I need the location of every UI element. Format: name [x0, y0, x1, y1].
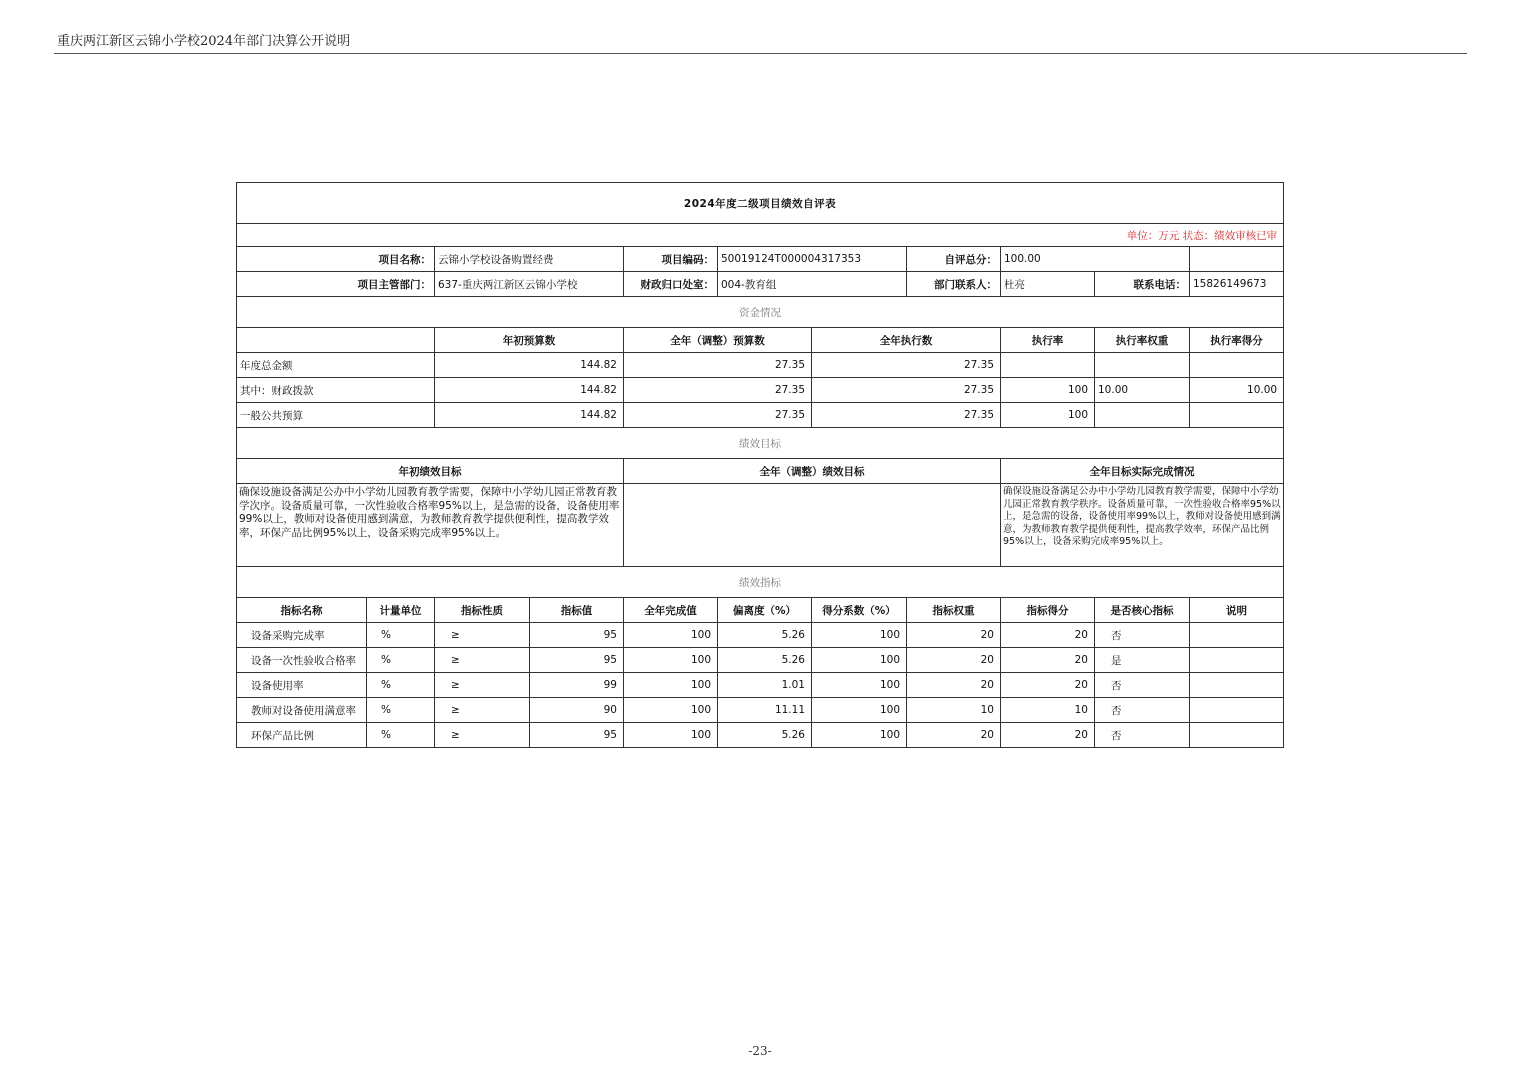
indicator-coef: 100	[812, 698, 907, 723]
indicator-actual: 100	[624, 623, 718, 648]
adjusted-goal-text	[624, 484, 1001, 567]
indicator-deviation: 5.26	[718, 648, 812, 673]
funds-row-rate	[1001, 353, 1095, 378]
indicator-nature: ≥	[435, 698, 530, 723]
indicator-weight: 10	[907, 698, 1001, 723]
goals-header-adjusted: 全年（调整）绩效目标	[624, 459, 1001, 484]
indicator-target: 95	[530, 723, 624, 748]
form-title: 2024年度二级项目绩效自评表	[237, 183, 1284, 224]
indicator-note	[1190, 648, 1284, 673]
project-name-label: 项目名称：	[237, 247, 435, 272]
indicator-row	[237, 648, 1284, 673]
phone-value: 15826149673	[1190, 272, 1284, 297]
funds-row-label: 一般公共预算	[237, 403, 435, 428]
performance-evaluation-table	[236, 182, 1284, 748]
funds-row-score	[1190, 353, 1284, 378]
indicator-unit: %	[367, 723, 435, 748]
indicator-coef: 100	[812, 673, 907, 698]
indicators-section-title: 绩效指标	[237, 567, 1284, 598]
ind-header-actual: 全年完成值	[624, 598, 718, 623]
indicator-note	[1190, 723, 1284, 748]
funds-header-initial: 年初预算数	[435, 328, 624, 353]
funds-row-initial: 144.82	[435, 353, 624, 378]
indicator-core: 是	[1095, 648, 1190, 673]
page-number: -23-	[748, 1044, 772, 1058]
indicator-deviation: 5.26	[718, 623, 812, 648]
indicator-actual: 100	[624, 723, 718, 748]
indicator-target: 90	[530, 698, 624, 723]
dept-value: 637-重庆两江新区云锦小学校	[435, 272, 624, 297]
indicator-note	[1190, 623, 1284, 648]
funds-header-rate: 执行率	[1001, 328, 1095, 353]
indicator-nature: ≥	[435, 648, 530, 673]
indicator-row	[237, 698, 1284, 723]
phone-label: 联系电话：	[1095, 272, 1190, 297]
indicator-weight: 20	[907, 623, 1001, 648]
funds-row-rate: 100	[1001, 378, 1095, 403]
ind-header-deviation: 偏离度（%）	[718, 598, 812, 623]
indicator-weight: 20	[907, 648, 1001, 673]
indicator-nature: ≥	[435, 723, 530, 748]
ind-header-unit: 计量单位	[367, 598, 435, 623]
indicator-unit: %	[367, 673, 435, 698]
funds-row-weight	[1095, 353, 1190, 378]
indicator-weight: 20	[907, 673, 1001, 698]
header-divider	[54, 53, 1467, 54]
dept-label: 项目主管部门：	[237, 272, 435, 297]
funds-row	[237, 353, 1284, 378]
self-score-value: 100.00	[1001, 247, 1190, 272]
empty-cell	[1190, 247, 1284, 272]
funds-header-weight: 执行率权重	[1095, 328, 1190, 353]
indicator-name: 教师对设备使用满意率	[237, 698, 367, 723]
ind-header-coef: 得分系数（%）	[812, 598, 907, 623]
indicator-unit: %	[367, 623, 435, 648]
indicator-unit: %	[367, 698, 435, 723]
indicator-score: 20	[1001, 648, 1095, 673]
funds-row-label: 其中：财政拨款	[237, 378, 435, 403]
funds-row-adjusted: 27.35	[624, 353, 812, 378]
indicator-weight: 20	[907, 723, 1001, 748]
indicator-nature: ≥	[435, 623, 530, 648]
funds-row-executed: 27.35	[812, 403, 1001, 428]
funds-row-adjusted: 27.35	[624, 403, 812, 428]
project-code-label: 项目编码：	[624, 247, 718, 272]
contact-value: 杜亮	[1001, 272, 1095, 297]
project-code-value: 50019124T000004317353	[718, 247, 907, 272]
indicator-core: 否	[1095, 673, 1190, 698]
indicator-coef: 100	[812, 648, 907, 673]
indicator-note	[1190, 698, 1284, 723]
indicator-name: 设备采购完成率	[237, 623, 367, 648]
finance-office-label: 财政归口处室：	[624, 272, 718, 297]
ind-header-core: 是否核心指标	[1095, 598, 1190, 623]
indicator-actual: 100	[624, 698, 718, 723]
project-name-value: 云锦小学校设备购置经费	[435, 247, 624, 272]
indicator-row	[237, 623, 1284, 648]
indicator-deviation: 5.26	[718, 723, 812, 748]
indicator-score: 20	[1001, 673, 1095, 698]
indicator-unit: %	[367, 648, 435, 673]
funds-row-rate: 100	[1001, 403, 1095, 428]
indicator-core: 否	[1095, 698, 1190, 723]
page-header: 重庆两江新区云锦小学校2024年部门决算公开说明	[57, 34, 351, 49]
goals-section-title: 绩效目标	[237, 428, 1284, 459]
ind-header-weight: 指标权重	[907, 598, 1001, 623]
indicator-name: 设备一次性验收合格率	[237, 648, 367, 673]
indicator-row	[237, 723, 1284, 748]
funds-header-score: 执行率得分	[1190, 328, 1284, 353]
funds-row	[237, 403, 1284, 428]
indicator-nature: ≥	[435, 673, 530, 698]
ind-header-note: 说明	[1190, 598, 1284, 623]
indicator-core: 否	[1095, 623, 1190, 648]
indicator-core: 否	[1095, 723, 1190, 748]
initial-goal-text: 确保设施设备满足公办中小学幼儿园教育教学需要，保障中小学幼儿园正常教育教学次序。设备质量可靠，一次性验收合格率95%以上，是急需的设备，设备使用率99%以上，教师对设备使用感到满意，为教师教育教学提供便利性，提高教学效率，环保产品比例95%以上，设备采购完成率95%以上。	[237, 484, 624, 567]
contact-label: 部门联系人：	[907, 272, 1001, 297]
indicator-coef: 100	[812, 623, 907, 648]
funds-header-adjusted: 全年（调整）预算数	[624, 328, 812, 353]
self-score-label: 自评总分：	[907, 247, 1001, 272]
funds-row	[237, 378, 1284, 403]
indicator-name: 环保产品比例	[237, 723, 367, 748]
indicator-score: 10	[1001, 698, 1095, 723]
indicator-deviation: 11.11	[718, 698, 812, 723]
goals-header-actual: 全年目标实际完成情况	[1001, 459, 1284, 484]
indicator-score: 20	[1001, 723, 1095, 748]
ind-header-score: 指标得分	[1001, 598, 1095, 623]
goals-header-initial: 年初绩效目标	[237, 459, 624, 484]
funds-row-weight	[1095, 403, 1190, 428]
finance-office-value: 004-教育组	[718, 272, 907, 297]
indicator-score: 20	[1001, 623, 1095, 648]
indicator-deviation: 1.01	[718, 673, 812, 698]
funds-header-executed: 全年执行数	[812, 328, 1001, 353]
funds-row-executed: 27.35	[812, 353, 1001, 378]
funds-header-blank	[237, 328, 435, 353]
indicator-coef: 100	[812, 723, 907, 748]
funds-row-initial: 144.82	[435, 378, 624, 403]
funds-row-weight: 10.00	[1095, 378, 1190, 403]
indicator-actual: 100	[624, 648, 718, 673]
funds-row-score	[1190, 403, 1284, 428]
indicator-name: 设备使用率	[237, 673, 367, 698]
indicator-actual: 100	[624, 673, 718, 698]
ind-header-target: 指标值	[530, 598, 624, 623]
indicator-target: 99	[530, 673, 624, 698]
indicator-target: 95	[530, 623, 624, 648]
funds-section-title: 资金情况	[237, 297, 1284, 328]
unit-status-label: 单位：万元 状态：绩效审核已审	[237, 224, 1284, 247]
funds-row-adjusted: 27.35	[624, 378, 812, 403]
funds-row-label: 年度总金额	[237, 353, 435, 378]
actual-goal-text: 确保设施设备满足公办中小学幼儿园教育教学需要，保障中小学幼儿园正常教育教学秩序。设备质量可靠，一次性验收合格率95%以上，是急需的设备，设备使用率99%以上，教师对设备使用感到满意，为教师教育教学提供便利性，提高教学效率，环保产品比例95%以上，设备采购完成率95%以上。	[1001, 484, 1284, 567]
ind-header-nature: 指标性质	[435, 598, 530, 623]
indicator-target: 95	[530, 648, 624, 673]
ind-header-name: 指标名称	[237, 598, 367, 623]
funds-row-executed: 27.35	[812, 378, 1001, 403]
funds-row-score: 10.00	[1190, 378, 1284, 403]
funds-row-initial: 144.82	[435, 403, 624, 428]
indicator-row	[237, 673, 1284, 698]
indicator-note	[1190, 673, 1284, 698]
